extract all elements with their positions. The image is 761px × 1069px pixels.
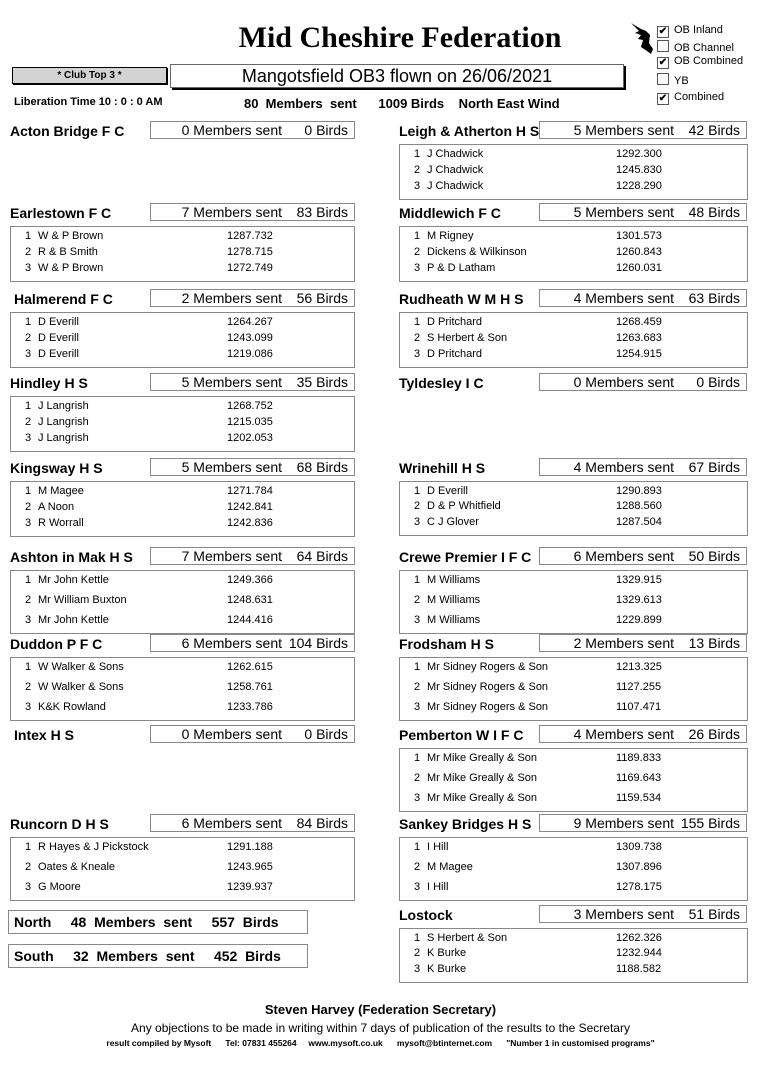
legend-label: YB: [674, 75, 689, 87]
club-stats: [539, 373, 747, 391]
result-rank: 2: [25, 501, 32, 513]
velocity-value: 1262.326: [616, 932, 662, 944]
club-stats: [539, 814, 747, 832]
velocity-value: 1229.899: [616, 614, 662, 626]
club-stats: [539, 547, 747, 565]
club-name: Tyldesley I C: [399, 375, 484, 391]
fancier-name: S Herbert & Son: [427, 932, 508, 944]
fancier-name: Mr William Buxton: [38, 594, 127, 606]
members-sent: 7 Members sent: [181, 204, 282, 220]
liberation-time: Liberation Time 10 : 0 : 0 AM: [14, 96, 163, 108]
velocity-value: 1248.631: [227, 594, 273, 606]
result-rank: 3: [25, 701, 32, 713]
velocity-value: 1245.830: [616, 164, 662, 176]
fancier-name: I Hill: [427, 841, 449, 853]
result-rank: 2: [25, 332, 32, 344]
legend-label: OB Inland: [674, 24, 723, 36]
result-rank: 2: [414, 861, 421, 873]
fancier-name: Mr Mike Greally & Son: [427, 752, 538, 764]
velocity-value: 1263.683: [616, 332, 662, 344]
fancier-name: D Everill: [427, 485, 468, 497]
legend-item: [657, 91, 724, 105]
members-sent: 0 Members sent: [181, 122, 282, 138]
fancier-name: C J Glover: [427, 516, 479, 528]
results-box: [399, 748, 748, 812]
fancier-name: S Herbert & Son: [427, 332, 508, 344]
members-sent: 5 Members sent: [573, 122, 674, 138]
birds-count: 68 Birds: [296, 459, 348, 475]
birds-count: 56 Birds: [296, 290, 348, 306]
velocity-value: 1271.784: [227, 485, 273, 497]
velocity-value: 1260.843: [616, 246, 662, 258]
birds-count: 0 Birds: [304, 122, 348, 138]
fancier-name: Oates & Kneale: [38, 861, 116, 873]
result-rank: 2: [414, 594, 421, 606]
fancier-name: R Hayes & J Pickstock: [38, 841, 149, 853]
result-rank: 2: [25, 861, 32, 873]
fancier-name: M Williams: [427, 594, 481, 606]
result-rank: 2: [414, 772, 421, 784]
velocity-value: 1260.031: [616, 262, 662, 274]
result-rank: 3: [414, 614, 421, 626]
birds-count: 67 Birds: [688, 459, 740, 475]
fancier-name: M Magee: [38, 485, 84, 497]
result-rank: 1: [414, 841, 421, 853]
fancier-name: J Chadwick: [427, 148, 484, 160]
fancier-name: J Langrish: [38, 416, 89, 428]
members-sent: 9 Members sent: [573, 815, 674, 831]
velocity-value: 1272.749: [227, 262, 273, 274]
club-name: Acton Bridge F C: [10, 123, 125, 139]
birds-count: 83 Birds: [296, 204, 348, 220]
birds-count: 51 Birds: [688, 906, 740, 922]
birds-count: 35 Birds: [296, 374, 348, 390]
result-rank: 3: [25, 432, 32, 444]
club-stats: [539, 289, 747, 307]
results-box: [10, 226, 355, 282]
members-sent: 5 Members sent: [181, 374, 282, 390]
birds-count: 0 Birds: [696, 374, 740, 390]
club-stats: [150, 814, 355, 832]
fancier-name: J Langrish: [38, 432, 89, 444]
fancier-name: D Pritchard: [427, 348, 483, 360]
club-top-3-label: * Club Top 3 *: [12, 67, 167, 84]
velocity-value: 1242.841: [227, 501, 273, 513]
club-name: Earlestown F C: [10, 205, 112, 221]
results-box: [10, 396, 355, 452]
fancier-name: Mr Sidney Rogers & Son: [427, 681, 549, 693]
members-sent: 0 Members sent: [181, 726, 282, 742]
club-stats: [150, 373, 355, 391]
members-sent: 2 Members sent: [573, 635, 674, 651]
velocity-value: 1287.732: [227, 230, 273, 242]
club-name: Ashton in Mak H S: [10, 549, 133, 565]
results-box: [10, 657, 355, 721]
club-name: Halmerend F C: [14, 291, 113, 307]
fancier-name: M Rigney: [427, 230, 474, 242]
race-title: Mangotsfield OB3 flown on 26/06/2021: [170, 64, 624, 88]
velocity-value: 1232.944: [616, 947, 662, 959]
club-stats: [150, 547, 355, 565]
club-name: Middlewich F C: [399, 205, 501, 221]
result-rank: 1: [25, 841, 32, 853]
velocity-value: 1278.715: [227, 246, 273, 258]
fancier-name: G Moore: [38, 881, 81, 893]
club-name: Crewe Premier I F C: [399, 549, 532, 565]
velocity-value: 1329.915: [616, 574, 662, 586]
birds-count: 13 Birds: [688, 635, 740, 651]
fancier-name: Mr Sidney Rogers & Son: [427, 661, 549, 673]
fancier-name: D Everill: [38, 332, 79, 344]
velocity-value: 1213.325: [616, 661, 662, 673]
fancier-name: W Walker & Sons: [38, 681, 124, 693]
club-name: Rudheath W M H S: [399, 291, 524, 307]
velocity-value: 1287.504: [616, 516, 662, 528]
velocity-value: 1290.893: [616, 485, 662, 497]
result-rank: 2: [414, 500, 421, 512]
legend-label: Combined: [674, 91, 725, 103]
fancier-name: K&K Rowland: [38, 701, 106, 713]
velocity-value: 1228.290: [616, 180, 662, 192]
velocity-value: 1278.175: [616, 881, 662, 893]
results-box: [399, 226, 748, 282]
fancier-name: W & P Brown: [38, 262, 104, 274]
velocity-value: 1189.833: [616, 752, 662, 764]
club-name: Wrinehill H S: [399, 460, 486, 476]
club-name: Intex H S: [14, 727, 74, 743]
results-box: [399, 657, 748, 721]
club-name: Sankey Bridges H S: [399, 816, 532, 832]
compiled-by-footer: result compiled by Mysoft Tel: 07831 455264 www.mysoft.co.uk mysoft@btinternet.com "Number 1 in customised programs": [106, 1038, 655, 1048]
result-rank: 3: [25, 262, 32, 274]
result-rank: 3: [414, 881, 421, 893]
birds-count: 64 Birds: [296, 548, 348, 564]
result-rank: 1: [25, 316, 32, 328]
checkbox-icon: [657, 40, 669, 52]
result-rank: 3: [414, 180, 421, 192]
result-rank: 2: [414, 947, 421, 959]
velocity-value: 1262.615: [227, 661, 273, 673]
club-name: Kingsway H S: [10, 460, 103, 476]
club-stats: [539, 905, 747, 923]
fancier-name: J Langrish: [38, 400, 89, 412]
velocity-value: 1258.761: [227, 681, 273, 693]
members-sent: 0 Members sent: [573, 374, 674, 390]
velocity-value: 1239.937: [227, 881, 273, 893]
velocity-value: 1254.915: [616, 348, 662, 360]
fancier-name: D Everill: [38, 316, 79, 328]
members-sent: 5 Members sent: [181, 459, 282, 475]
result-rank: 1: [25, 661, 32, 673]
checkbox-icon: ✔: [658, 26, 668, 37]
velocity-value: 1249.366: [227, 574, 273, 586]
result-rank: 3: [414, 792, 421, 804]
result-rank: 3: [414, 701, 421, 713]
club-name: Frodsham H S: [399, 636, 494, 652]
result-rank: 1: [414, 752, 421, 764]
result-rank: 3: [414, 963, 421, 975]
checkbox-icon: ✔: [658, 57, 668, 68]
velocity-value: 1219.086: [227, 348, 273, 360]
velocity-value: 1292.300: [616, 148, 662, 160]
fancier-name: Dickens & Wilkinson: [427, 246, 527, 258]
secretary-name: Steven Harvey (Federation Secretary): [264, 1002, 497, 1017]
velocity-value: 1301.573: [616, 230, 662, 242]
pigeon-logo-icon: [629, 21, 655, 55]
result-rank: 1: [414, 230, 421, 242]
birds-count: 26 Birds: [688, 726, 740, 742]
fancier-name: D & P Whitfield: [427, 500, 501, 512]
result-rank: 1: [25, 485, 32, 497]
club-name: Hindley H S: [10, 375, 88, 391]
velocity-value: 1243.965: [227, 861, 273, 873]
club-stats: [539, 634, 747, 652]
page-title: Mid Cheshire Federation: [238, 21, 562, 54]
race-summary: 80 Members sent 1009 Birds North East Wind: [244, 96, 560, 111]
results-box: [10, 837, 355, 901]
result-rank: 2: [414, 332, 421, 344]
velocity-value: 1169.643: [616, 772, 662, 784]
checkbox-icon: [657, 73, 669, 85]
velocity-value: 1242.836: [227, 517, 273, 529]
birds-count: 84 Birds: [296, 815, 348, 831]
fancier-name: Mr John Kettle: [38, 614, 109, 626]
result-rank: 1: [414, 661, 421, 673]
birds-count: 50 Birds: [688, 548, 740, 564]
result-rank: 3: [414, 516, 421, 528]
velocity-value: 1243.099: [227, 332, 273, 344]
fancier-name: M Williams: [427, 574, 481, 586]
results-box: [10, 312, 355, 368]
velocity-value: 1264.267: [227, 316, 273, 328]
velocity-value: 1307.896: [616, 861, 662, 873]
result-rank: 3: [414, 262, 421, 274]
birds-count: 104 Birds: [288, 635, 348, 651]
objections-note: Any objections to be made in writing within 7 days of publication of the results to the Secretary: [131, 1021, 630, 1035]
results-box: [399, 928, 748, 983]
fancier-name: W & P Brown: [38, 230, 104, 242]
club-stats: [539, 458, 747, 476]
results-box: [10, 570, 355, 634]
fancier-name: R & B Smith: [38, 246, 98, 258]
club-stats: [150, 458, 355, 476]
club-name: Leigh & Atherton H S: [399, 123, 540, 139]
result-rank: 3: [25, 881, 32, 893]
result-rank: 3: [25, 614, 32, 626]
result-rank: 1: [25, 574, 32, 586]
club-name: Runcorn D H S: [10, 816, 109, 832]
north-totals: North 48 Members sent 557 Birds: [8, 910, 308, 934]
results-box: [399, 312, 748, 368]
fancier-name: Mr Mike Greally & Son: [427, 792, 538, 804]
members-sent: 6 Members sent: [181, 815, 282, 831]
velocity-value: 1309.738: [616, 841, 662, 853]
birds-count: 42 Birds: [688, 122, 740, 138]
club-stats: [150, 203, 355, 221]
result-rank: 1: [414, 316, 421, 328]
members-sent: 7 Members sent: [181, 548, 282, 564]
members-sent: 3 Members sent: [573, 906, 674, 922]
club-stats: [150, 634, 355, 652]
velocity-value: 1202.053: [227, 432, 273, 444]
fancier-name: M Williams: [427, 614, 481, 626]
fancier-name: I Hill: [427, 881, 449, 893]
members-sent: 6 Members sent: [181, 635, 282, 651]
legend-item: [657, 55, 743, 69]
velocity-value: 1329.613: [616, 594, 662, 606]
fancier-name: K Burke: [427, 947, 467, 959]
fancier-name: J Chadwick: [427, 180, 484, 192]
legend-item: [657, 40, 734, 54]
legend-label: OB Combined: [674, 55, 744, 67]
velocity-value: 1188.582: [616, 963, 662, 975]
result-rank: 2: [25, 416, 32, 428]
club-stats: [539, 203, 747, 221]
results-box: [399, 481, 748, 536]
result-rank: 3: [414, 348, 421, 360]
south-totals: South 32 Members sent 452 Birds: [8, 944, 308, 968]
velocity-value: 1127.255: [616, 681, 662, 693]
club-name: Lostock: [399, 907, 453, 923]
fancier-name: A Noon: [38, 501, 75, 513]
results-box: [399, 570, 748, 634]
fancier-name: P & D Latham: [427, 262, 496, 274]
result-rank: 1: [414, 574, 421, 586]
legend-item: [657, 73, 689, 87]
checkbox-icon: ✔: [658, 93, 668, 104]
velocity-value: 1107.471: [616, 701, 662, 713]
club-stats: [539, 121, 747, 139]
results-box: [399, 144, 748, 200]
result-rank: 1: [25, 230, 32, 242]
result-rank: 2: [25, 681, 32, 693]
velocity-value: 1215.035: [227, 416, 273, 428]
club-stats: [150, 725, 355, 743]
result-rank: 2: [25, 246, 32, 258]
legend-item: [657, 24, 723, 38]
club-stats: [150, 121, 355, 139]
result-rank: 2: [414, 164, 421, 176]
members-sent: 6 Members sent: [573, 548, 674, 564]
velocity-value: 1268.752: [227, 400, 273, 412]
fancier-name: D Everill: [38, 348, 79, 360]
members-sent: 2 Members sent: [181, 290, 282, 306]
club-stats: [150, 289, 355, 307]
club-name: Pemberton W I F C: [399, 727, 524, 743]
result-rank: 1: [414, 148, 421, 160]
result-rank: 1: [25, 400, 32, 412]
result-rank: 1: [414, 932, 421, 944]
result-rank: 2: [414, 246, 421, 258]
club-stats: [539, 725, 747, 743]
legend-label: OB Channel: [674, 42, 734, 54]
members-sent: 4 Members sent: [573, 290, 674, 306]
fancier-name: W Walker & Sons: [38, 661, 124, 673]
result-rank: 2: [414, 681, 421, 693]
fancier-name: D Pritchard: [427, 316, 483, 328]
birds-count: 48 Birds: [688, 204, 740, 220]
results-box: [399, 837, 748, 901]
velocity-value: 1233.786: [227, 701, 273, 713]
birds-count: 155 Birds: [680, 815, 740, 831]
fancier-name: Mr Mike Greally & Son: [427, 772, 538, 784]
results-box: [10, 481, 355, 537]
fancier-name: Mr John Kettle: [38, 574, 109, 586]
fancier-name: Mr Sidney Rogers & Son: [427, 701, 549, 713]
members-sent: 5 Members sent: [573, 204, 674, 220]
birds-count: 0 Birds: [304, 726, 348, 742]
result-rank: 3: [25, 348, 32, 360]
fancier-name: R Worrall: [38, 517, 84, 529]
members-sent: 4 Members sent: [573, 459, 674, 475]
velocity-value: 1244.416: [227, 614, 273, 626]
velocity-value: 1268.459: [616, 316, 662, 328]
fancier-name: M Magee: [427, 861, 473, 873]
fancier-name: J Chadwick: [427, 164, 484, 176]
result-rank: 3: [25, 517, 32, 529]
velocity-value: 1291.188: [227, 841, 273, 853]
members-sent: 4 Members sent: [573, 726, 674, 742]
velocity-value: 1159.534: [616, 792, 662, 804]
velocity-value: 1288.560: [616, 500, 662, 512]
result-rank: 1: [414, 485, 421, 497]
result-rank: 2: [25, 594, 32, 606]
birds-count: 63 Birds: [688, 290, 740, 306]
fancier-name: K Burke: [427, 963, 467, 975]
club-name: Duddon P F C: [10, 636, 103, 652]
